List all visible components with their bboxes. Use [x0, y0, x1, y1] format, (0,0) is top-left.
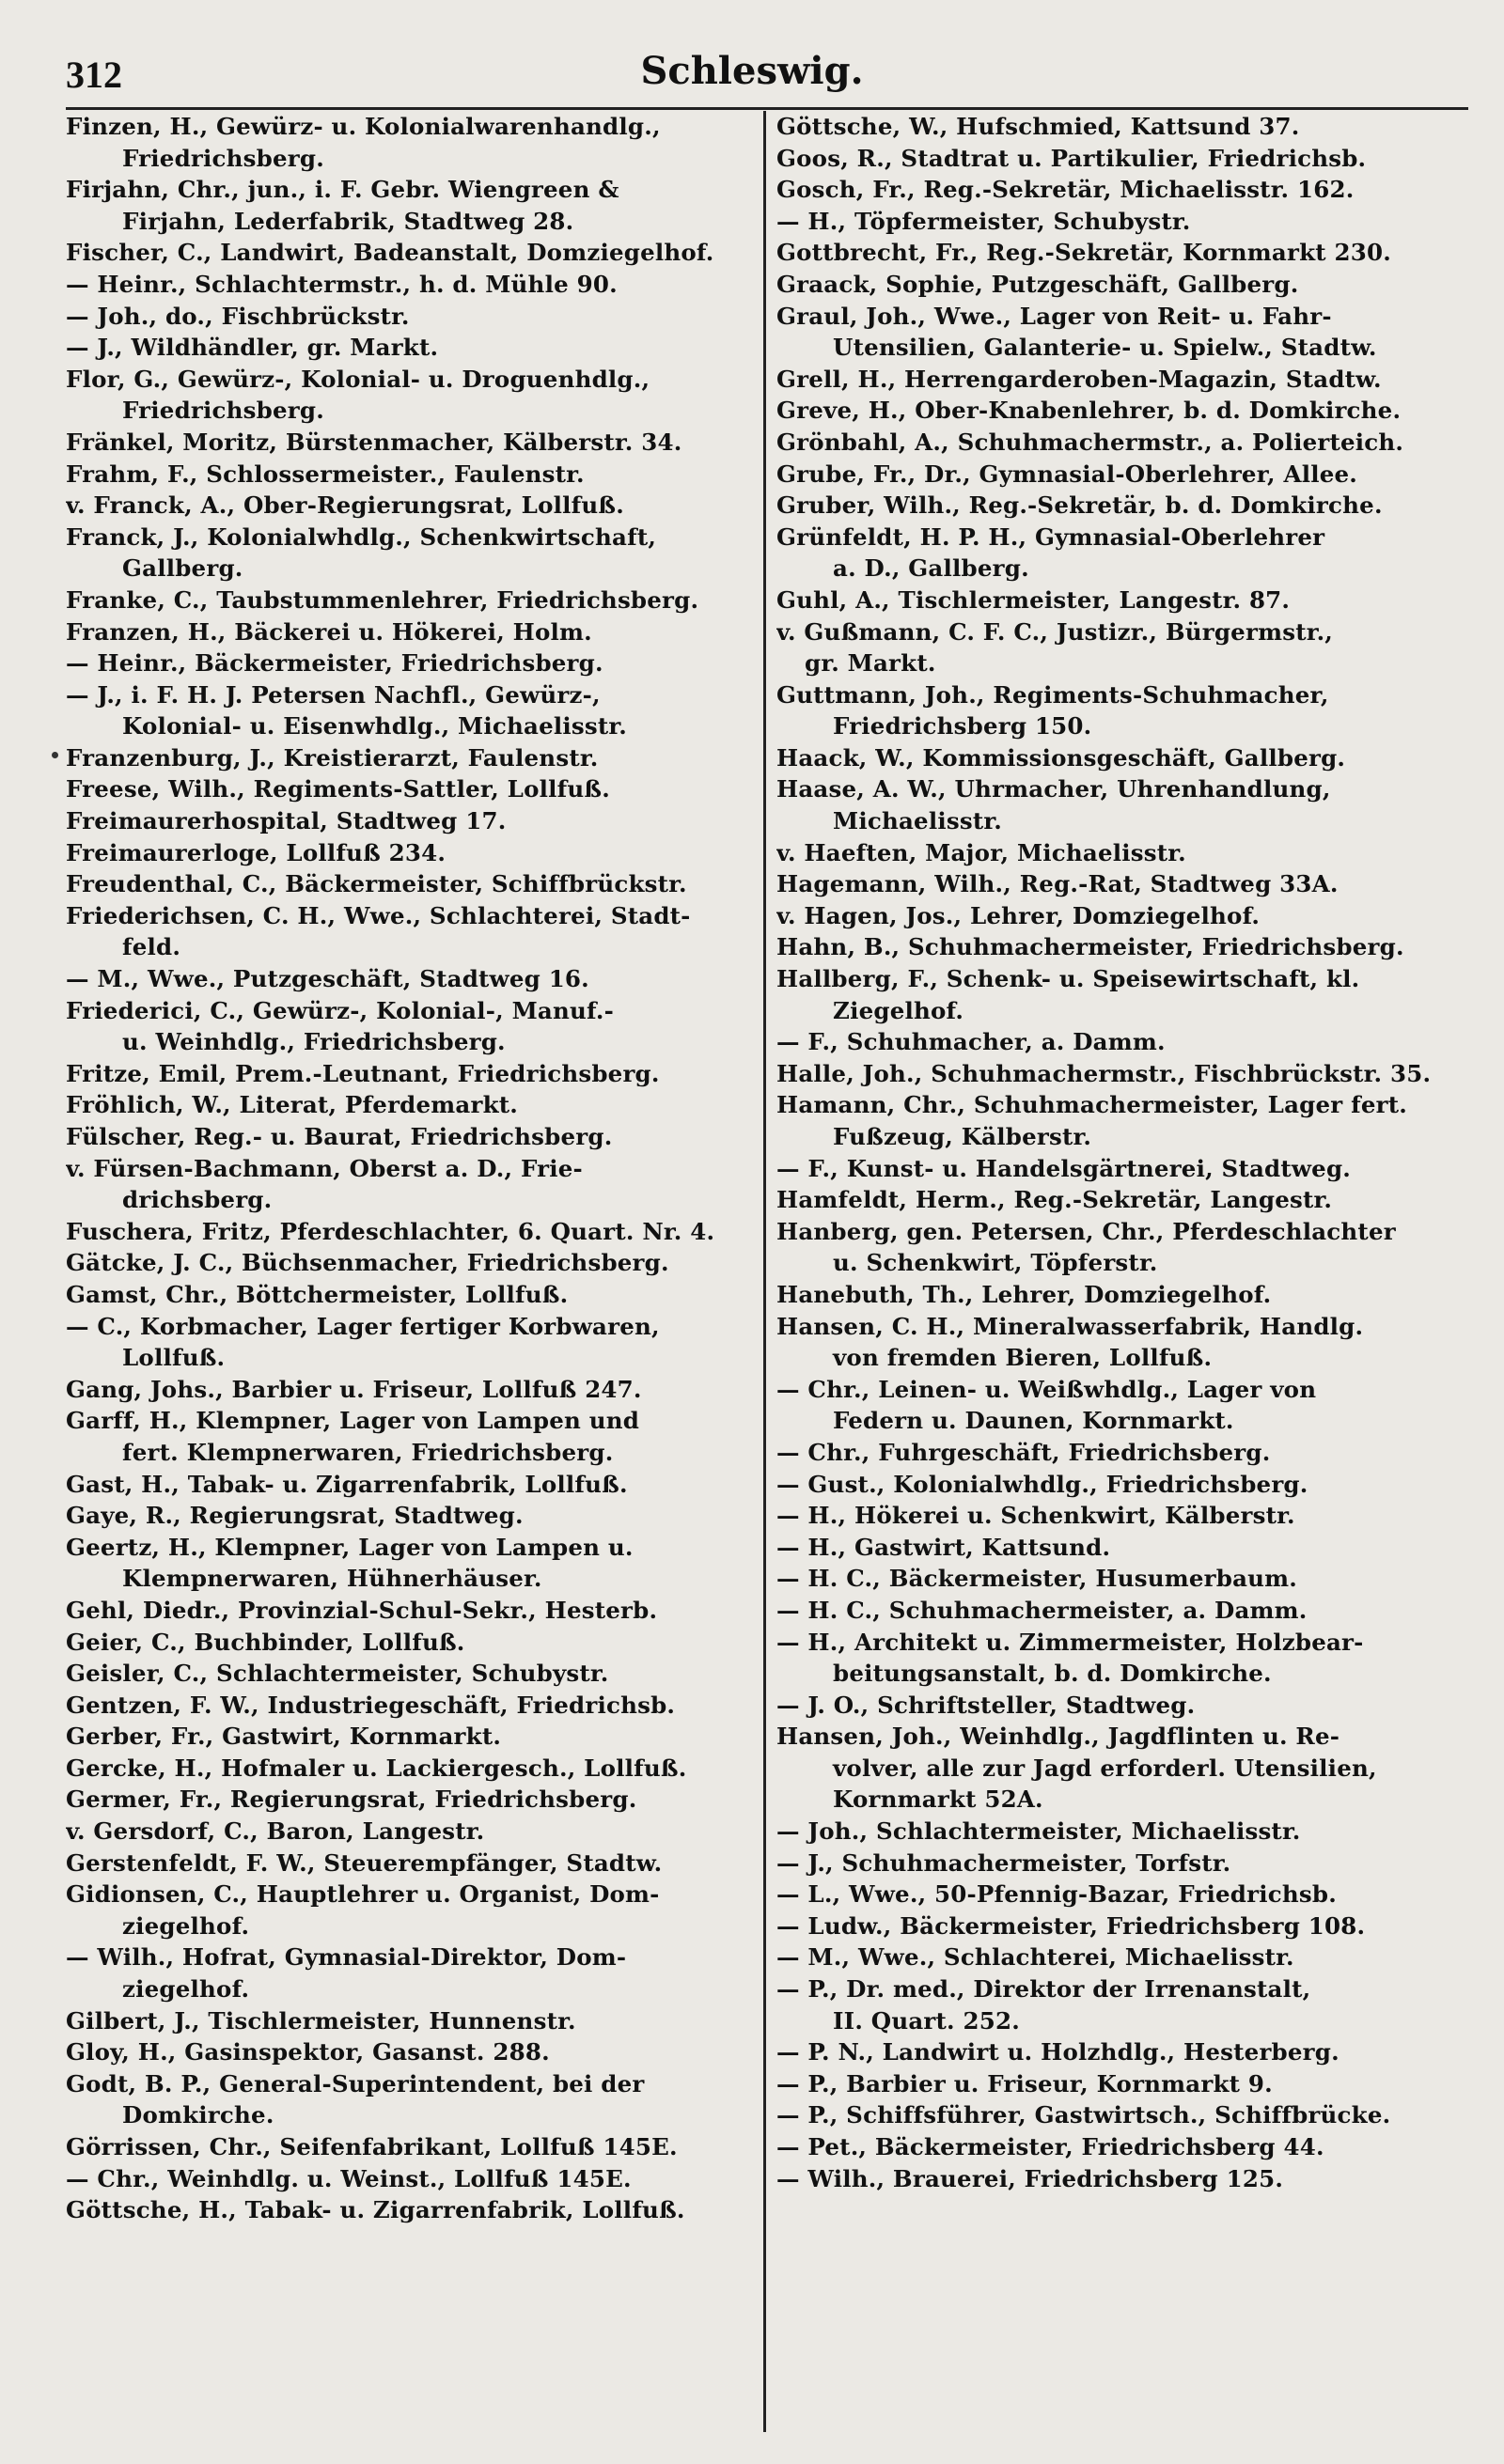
directory-entry-line: — F., Kunst- u. Handelsgärtnerei, Stadtweg.	[776, 1154, 1352, 1182]
directory-entry-line: Gosch, Fr., Reg.-Sekretär, Michaelisstr. 162.	[776, 176, 1355, 204]
directory-entry-line: Frahm, F., Schlossermeister., Faulenstr.	[66, 460, 585, 488]
directory-entry-line: Federn u. Daunen, Kornmarkt.	[833, 1407, 1234, 1435]
directory-entry-line: Hagemann, Wilh., Reg.-Rat, Stadtweg 33A.	[776, 870, 1339, 898]
directory-entry-line: Firjahn, Lederfabrik, Stadtweg 28.	[122, 207, 574, 235]
directory-entry-line: — H., Hökerei u. Schenkwirt, Kälberstr.	[776, 1502, 1295, 1530]
directory-entry-line: Hamfeldt, Herm., Reg.-Sekretär, Langestr.	[776, 1186, 1333, 1214]
directory-entry-line: Gallberg.	[122, 554, 243, 583]
directory-entry-line: Goos, R., Stadtrat u. Partikulier, Friedrichsb.	[776, 144, 1367, 172]
directory-entry-line: — P., Dr. med., Direktor der Irrenanstalt,	[776, 1975, 1311, 2004]
directory-entry-line: Görrissen, Chr., Seifenfabrikant, Lollfuß 145E.	[66, 2133, 678, 2160]
directory-entry-line: Fritze, Emil, Prem.-Leutnant, Friedrichsberg.	[66, 1059, 660, 1087]
directory-entry-line: Gentzen, F. W., Industriegeschäft, Friedrichsb.	[66, 1691, 676, 1719]
directory-entry-line: — Chr., Fuhrgeschäft, Friedrichsberg.	[776, 1438, 1271, 1466]
directory-entry-line: Gerstenfeldt, F. W., Steuerempfänger, Stadtw.	[66, 1848, 663, 1877]
column-divider	[763, 111, 766, 2432]
directory-entry-line: Ziegelhof.	[833, 996, 964, 1024]
directory-entry-line: Grell, H., Herrengarderoben-Magazin, Stadtw.	[776, 365, 1382, 393]
directory-entry-line: Klempnerwaren, Hühnerhäuser.	[122, 1565, 542, 1593]
directory-entry-line: u. Schenkwirt, Töpferstr.	[833, 1249, 1158, 1277]
directory-entry-line: — Chr., Leinen- u. Weißwhdlg., Lager von	[776, 1375, 1317, 1403]
directory-entry-line: Grube, Fr., Dr., Gymnasial-Oberlehrer, Allee.	[776, 460, 1358, 488]
directory-entry-line: Graul, Joh., Wwe., Lager von Reit- u. Fahr-	[776, 302, 1332, 330]
directory-entry-line: — Gust., Kolonialwhdlg., Friedrichsberg.	[776, 1470, 1308, 1498]
directory-entry-line: v. Hagen, Jos., Lehrer, Domziegelhof.	[776, 901, 1261, 929]
directory-entry-line: Friedrichsberg.	[122, 397, 324, 425]
directory-entry-line: Greve, H., Ober-Knabenlehrer, b. d. Domkirche.	[776, 397, 1402, 425]
directory-entry-line: Franzenburg, J., Kreistierarzt, Faulenstr.	[66, 743, 599, 772]
directory-entry-line: Lollfuß.	[122, 1344, 226, 1372]
header-rule	[66, 107, 1468, 110]
directory-entry-line: — M., Wwe., Putzgeschäft, Stadtweg 16.	[66, 965, 589, 993]
directory-entry-line: Gilbert, J., Tischlermeister, Hunnenstr.	[66, 2006, 576, 2035]
directory-entry-line: — H., Gastwirt, Kattsund.	[776, 1533, 1111, 1561]
directory-entry-line: Guhl, A., Tischlermeister, Langestr. 87.	[776, 585, 1291, 614]
directory-entry-line: Friedrichsberg 150.	[833, 712, 1092, 741]
directory-entry-line: Fülscher, Reg.- u. Baurat, Friedrichsberg.	[66, 1123, 613, 1150]
directory-entry-line: — H., Architekt u. Zimmermeister, Holzbear-	[776, 1628, 1364, 1656]
directory-entry-line: Gätcke, J. C., Büchsenmacher, Friedrichsberg.	[66, 1249, 669, 1277]
directory-entry-line: Gerber, Fr., Gastwirt, Kornmarkt.	[66, 1723, 502, 1751]
directory-entry-line: Grünfeldt, H. P. H., Gymnasial-Oberlehrer	[776, 522, 1325, 551]
directory-entry-line: Hansen, C. H., Mineralwasserfabrik, Handlg.	[776, 1312, 1364, 1340]
directory-entry-line: ziegelhof.	[122, 1911, 250, 1940]
directory-entry-line: Freimaurerloge, Lollfuß 234.	[66, 838, 446, 866]
directory-entry-line: Fröhlich, W., Literat, Pferdemarkt.	[66, 1091, 519, 1119]
left-column	[66, 111, 763, 2441]
directory-entry-line: — Ludw., Bäckermeister, Friedrichsberg 108.	[776, 1911, 1366, 1940]
directory-entry-line: v. Gersdorf, C., Baron, Langestr.	[66, 1817, 485, 1846]
directory-entry-line: v. Haeften, Major, Michaelisstr.	[776, 838, 1186, 866]
directory-entry-line: Freudenthal, C., Bäckermeister, Schiffbrückstr.	[66, 870, 687, 898]
directory-entry-line: Gidionsen, C., Hauptlehrer u. Organist, Dom-	[66, 1880, 660, 1909]
directory-entry-line: — Heinr., Bäckermeister, Friedrichsberg.	[66, 649, 603, 678]
directory-entry-line: feld.	[122, 933, 181, 961]
directory-entry-line: Franke, C., Taubstummenlehrer, Friedrichsberg.	[66, 585, 699, 614]
directory-entry-line: Gruber, Wilh., Reg.-Sekretär, b. d. Domkirche.	[776, 491, 1383, 520]
directory-entry-line: — Pet., Bäckermeister, Friedrichsberg 44.	[776, 2133, 1324, 2160]
directory-entry-line: Gaye, R., Regierungsrat, Stadtweg.	[66, 1502, 524, 1530]
directory-entry-line: Gercke, H., Hofmaler u. Lackiergesch., Lollfuß.	[66, 1754, 687, 1782]
page-header	[0, 36, 1504, 101]
directory-entry-line: — H. C., Bäckermeister, Husumerbaum.	[776, 1565, 1298, 1593]
running-title: Schleswig.	[640, 49, 864, 93]
directory-entry-line: Hanberg, gen. Petersen, Chr., Pferdeschlachter	[776, 1217, 1396, 1245]
directory-entry-line: Hahn, B., Schuhmachermeister, Friedrichsberg.	[776, 933, 1404, 961]
directory-entry-line: Friedrichsberg.	[122, 144, 324, 172]
directory-entry-line: Fränkel, Moritz, Bürstenmacher, Kälberstr. 34.	[66, 428, 682, 456]
directory-entry-line: Hamann, Chr., Schuhmachermeister, Lager fert.	[776, 1091, 1407, 1119]
directory-entry-line: Fußzeug, Kälberstr.	[833, 1123, 1092, 1150]
directory-entry-line: v. Franck, A., Ober-Regierungsrat, Lollfuß.	[66, 491, 624, 520]
directory-entry-line: Geisler, C., Schlachtermeister, Schubystr.	[66, 1660, 609, 1688]
directory-entry-line: Friederici, C., Gewürz-, Kolonial-, Manuf.-	[66, 996, 614, 1024]
directory-entry-line: Kolonial- u. Eisenwhdlg., Michaelisstr.	[122, 712, 627, 741]
directory-entry-line: Garff, H., Klempner, Lager von Lampen und	[66, 1407, 640, 1435]
directory-entry-line: — J., i. F. H. J. Petersen Nachfl., Gewürz-,	[66, 680, 601, 709]
directory-entry-line: Guttmann, Joh., Regiments-Schuhmacher,	[776, 680, 1329, 709]
directory-entry-line: Germer, Fr., Regierungsrat, Friedrichsberg.	[66, 1786, 637, 1814]
directory-entry-line: Fuschera, Fritz, Pferdeschlachter, 6. Quart. Nr. 4.	[66, 1217, 715, 1245]
directory-entry-line: Friederichsen, C. H., Wwe., Schlachterei, Stadt-	[66, 901, 691, 929]
directory-entry-line: von fremden Bieren, Lollfuß.	[833, 1344, 1213, 1372]
directory-entry-line: Hanebuth, Th., Lehrer, Domziegelhof.	[776, 1280, 1272, 1308]
page-number: 312	[66, 54, 122, 96]
directory-entry-line: Haack, W., Kommissionsgeschäft, Gallberg.	[776, 743, 1346, 772]
directory-entry-line: Gang, Johs., Barbier u. Friseur, Lollfuß 247.	[66, 1375, 642, 1403]
directory-entry-line: Godt, B. P., General-Superintendent, bei der	[66, 2069, 645, 2098]
directory-entry-line: beitungsanstalt, b. d. Domkirche.	[833, 1660, 1272, 1688]
right-column	[776, 111, 1476, 2441]
directory-entry-line: Geertz, H., Klempner, Lager von Lampen u.	[66, 1533, 634, 1561]
directory-entry-line: — J., Schuhmachermeister, Torfstr.	[776, 1848, 1231, 1877]
directory-entry-line: Gloy, H., Gasinspektor, Gasanst. 288.	[66, 2038, 550, 2066]
directory-entry-line: v. Fürsen-Bachmann, Oberst a. D., Frie-	[66, 1154, 583, 1182]
directory-entry-line: Franck, J., Kolonialwhdlg., Schenkwirtschaft,	[66, 522, 657, 551]
directory-entry-line: Flor, G., Gewürz-, Kolonial- u. Droguenhdlg.,	[66, 365, 650, 393]
directory-entry-line: Firjahn, Chr., jun., i. F. Gebr. Wiengreen &	[66, 176, 619, 204]
directory-entry-line: Graack, Sophie, Putzgeschäft, Gallberg.	[776, 270, 1299, 298]
directory-entry-line: — Joh., do., Fischbrückstr.	[66, 302, 410, 330]
directory-entry-line: u. Weinhdlg., Friedrichsberg.	[122, 1028, 506, 1056]
directory-entry-line: — Heinr., Schlachtermstr., h. d. Mühle 90.	[66, 270, 618, 298]
directory-entry-line: Gehl, Diedr., Provinzial-Schul-Sekr., Hesterb.	[66, 1596, 658, 1624]
directory-entry-line: Franzen, H., Bäckerei u. Hökerei, Holm.	[66, 617, 592, 646]
directory-entry-line: Fischer, C., Landwirt, Badeanstalt, Domziegelhof.	[66, 239, 714, 267]
directory-entry-line: — Joh., Schlachtermeister, Michaelisstr.	[776, 1817, 1301, 1846]
directory-entry-line: Freimaurerhospital, Stadtweg 17.	[66, 807, 507, 835]
directory-entry-line: drichsberg.	[122, 1186, 273, 1214]
directory-entry-line: ziegelhof.	[122, 1975, 250, 2004]
directory-entry-line: fert. Klempnerwaren, Friedrichsberg.	[122, 1438, 614, 1466]
directory-entry-line: — H. C., Schuhmachermeister, a. Damm.	[776, 1596, 1308, 1624]
directory-entry-line: Gast, H., Tabak- u. Zigarrenfabrik, Lollfuß.	[66, 1470, 628, 1498]
directory-entry-line: — P., Schiffsführer, Gastwirtsch., Schiffbrücke.	[776, 2101, 1391, 2129]
directory-entry-line: Domkirche.	[122, 2101, 274, 2129]
directory-entry-line: a. D., Gallberg.	[833, 554, 1029, 583]
ink-speck	[52, 752, 58, 758]
directory-entry-line: Utensilien, Galanterie- u. Spielw., Stadtw.	[833, 334, 1377, 362]
directory-entry-line: Hansen, Joh., Weinhdlg., Jagdflinten u. Re-	[776, 1723, 1340, 1751]
directory-entry-line: — P., Barbier u. Friseur, Kornmarkt 9.	[776, 2069, 1273, 2098]
directory-entry-line: Kornmarkt 52A.	[833, 1786, 1043, 1814]
directory-entry-line: — C., Korbmacher, Lager fertiger Korbwaren,	[66, 1312, 660, 1340]
directory-entry-line: — Chr., Weinhdlg. u. Weinst., Lollfuß 145E.	[66, 2164, 632, 2192]
directory-entry-line: Hallberg, F., Schenk- u. Speisewirtschaft, kl.	[776, 965, 1360, 993]
directory-entry-line: II. Quart. 252.	[833, 2006, 1020, 2035]
directory-entry-line: — J., Wildhändler, gr. Markt.	[66, 334, 439, 362]
directory-entry-line: — Wilh., Hofrat, Gymnasial-Direktor, Dom-	[66, 1943, 627, 1972]
directory-entry-line: — H., Töpfermeister, Schubystr.	[776, 207, 1191, 235]
directory-entry-line: — P. N., Landwirt u. Holzhdlg., Hesterberg.	[776, 2038, 1340, 2066]
directory-entry-line: Haase, A. W., Uhrmacher, Uhrenhandlung,	[776, 775, 1331, 803]
directory-entry-line: Göttsche, W., Hufschmied, Kattsund 37.	[776, 113, 1300, 140]
directory-entry-line: gr. Markt.	[805, 649, 936, 678]
directory-entry-line: volver, alle zur Jagd erforderl. Utensilien,	[833, 1754, 1377, 1782]
directory-entry-line: Göttsche, H., Tabak- u. Zigarrenfabrik, Lollfuß.	[66, 2196, 685, 2224]
directory-entry-line: Grönbahl, A., Schuhmachermstr., a. Polierteich.	[776, 428, 1404, 456]
directory-entry-line: — M., Wwe., Schlachterei, Michaelisstr.	[776, 1943, 1294, 1972]
directory-entry-line: Geier, C., Buchbinder, Lollfuß.	[66, 1628, 465, 1656]
directory-entry-line: Finzen, H., Gewürz- u. Kolonialwarenhandlg.,	[66, 113, 661, 140]
directory-entry-line: — F., Schuhmacher, a. Damm.	[776, 1028, 1166, 1056]
directory-entry-line: Gamst, Chr., Böttchermeister, Lollfuß.	[66, 1280, 569, 1308]
directory-entry-line: — L., Wwe., 50-Pfennig-Bazar, Friedrichsb.	[776, 1880, 1337, 1909]
directory-entry-line: Freese, Wilh., Regiments-Sattler, Lollfuß.	[66, 775, 610, 803]
directory-entry-line: Gottbrecht, Fr., Reg.-Sekretär, Kornmarkt 230.	[776, 239, 1391, 267]
directory-entry-line: Michaelisstr.	[833, 807, 1002, 835]
directory-entry-line: — J. O., Schriftsteller, Stadtweg.	[776, 1691, 1196, 1719]
directory-entry-line: v. Gußmann, C. F. C., Justizr., Bürgermstr.,	[776, 617, 1334, 646]
directory-entry-line: Halle, Joh., Schuhmachermstr., Fischbrückstr. 35.	[776, 1059, 1432, 1087]
directory-entry-line: — Wilh., Brauerei, Friedrichsberg 125.	[776, 2164, 1284, 2192]
